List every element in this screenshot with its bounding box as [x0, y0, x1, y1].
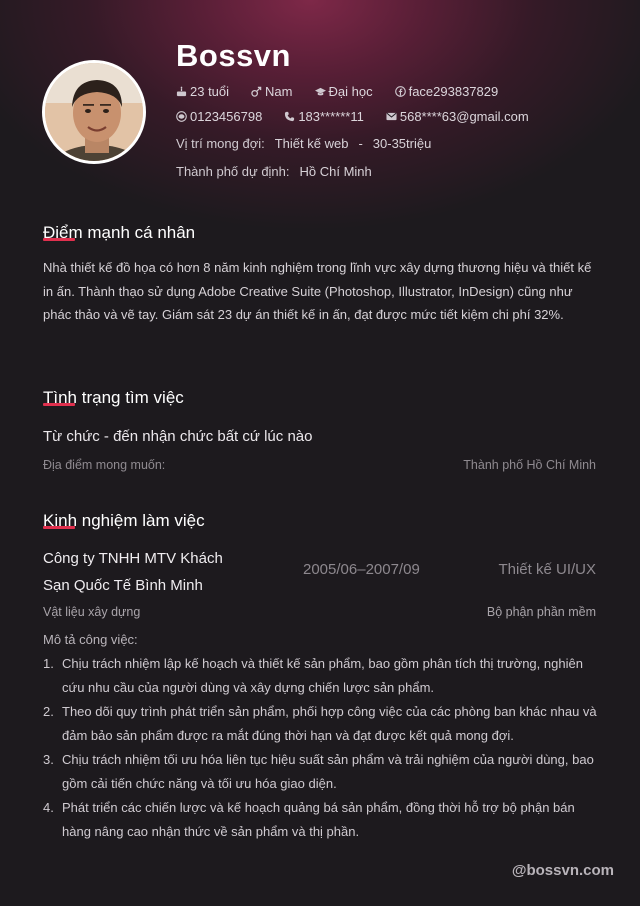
facebook-value: face293837829	[408, 84, 499, 99]
gender-value: Nam	[265, 84, 293, 99]
desired-position-label: Vị trí mong đợi:	[176, 136, 265, 151]
wechat-value: 0123456798	[190, 109, 263, 124]
age-value: 23 tuổi	[190, 84, 230, 99]
employment-period: 2005/06–2007/09	[303, 561, 420, 578]
education-item	[315, 84, 373, 99]
mail-icon	[386, 111, 397, 122]
position-separator: -	[358, 136, 363, 151]
education-value: Đại học	[328, 84, 373, 99]
strengths-title: Điểm mạnh cá nhân	[43, 223, 196, 242]
desired-position-value: Thiết kế web	[274, 136, 349, 151]
facebook-item[interactable]	[395, 84, 499, 99]
email-value: 568****63@gmail.com	[399, 109, 529, 124]
facebook-icon	[395, 86, 406, 97]
candidate-name: Bossvn	[176, 38, 291, 73]
graduation-cap-icon	[315, 86, 326, 97]
job-description-label: Mô tả công việc:	[43, 632, 138, 647]
job-status-value: Từ chức - đến nhận chức bất cứ lúc nào	[43, 428, 313, 445]
target-city-value: Hồ Chí Minh	[299, 164, 372, 179]
target-city-label: Thành phố dự định:	[176, 164, 290, 179]
experience-title: Kinh nghiệm làm việc	[43, 511, 205, 530]
list-item: Chịu trách nhiệm lập kế hoạch và thiết kế sản phẩm, bao gồm phân tích thị trường, nghiên cứu nhu cầu của người dùng và xây dựng chiến lược sản phẩm.	[62, 656, 583, 695]
gender-icon	[251, 86, 262, 97]
job-duties-list	[43, 652, 599, 844]
list-item: Theo dõi quy trình phát triển sản phẩm, phối hợp công việc của các phòng ban khác nhau và đảm bảo sản phẩm được ra mắt đúng thời hạn và đạt được kết quả mong đợi.	[62, 704, 597, 743]
profile-header	[0, 0, 640, 200]
wechat-item[interactable]	[176, 109, 262, 124]
list-item: Phát triển các chiến lược và kế hoạch quảng bá sản phẩm, đồng thời hỗ trợ bộ phận bán hàng nâng cao nhận thức về sản phẩm và thị phần.	[62, 800, 575, 839]
strengths-text: Nhà thiết kế đồ họa có hơn 8 năm kinh nghiệm trong lĩnh vực xây dựng thương hiệu và thiết kế in ấn. Thành thạo sử dụng Adobe Creative Suite (Photoshop, Illustrator, InDesign) cũng như phác thảo và vẽ tay. Giám sát 23 dự án thiết kế in ấn, đạt được mức tiết kiệm chi phí 32%.	[43, 260, 592, 322]
contact-info-row	[176, 109, 551, 124]
desired-location-value: Thành phố Hồ Chí Minh	[463, 458, 596, 472]
basic-info-row	[176, 84, 520, 99]
company-name-line-2: Sạn Quốc Tế Bình Minh	[43, 577, 203, 594]
avatar	[42, 60, 146, 164]
email-item[interactable]	[386, 109, 529, 124]
desired-salary-value: 30-35triệu	[372, 136, 432, 151]
job-status-title: Tình trạng tìm việc	[43, 388, 184, 407]
desired-location-label: Địa điểm mong muốn:	[43, 458, 166, 472]
department-label: Bộ phận phần mềm	[486, 605, 596, 619]
phone-icon	[284, 111, 295, 122]
job-role: Thiết kế UI/UX	[498, 561, 596, 578]
gender-item	[251, 84, 292, 99]
company-name	[43, 545, 283, 599]
list-item: Chịu trách nhiệm tối ưu hóa liên tục hiệu suất sản phẩm và trải nghiệm của người dùng, bao gồm cải tiến chức năng và tối ưu hóa giao diện.	[62, 752, 594, 791]
cake-icon	[176, 86, 187, 97]
site-watermark: @bossvn.com	[511, 862, 614, 879]
company-name-line-1: Công ty TNHH MTV Khách	[43, 550, 223, 567]
industry-label: Vật liệu xây dựng	[43, 605, 141, 619]
target-city-row	[176, 164, 372, 179]
phone-value: 183******11	[298, 109, 364, 124]
phone-item[interactable]	[284, 109, 364, 124]
desired-position-row	[176, 136, 431, 151]
age-item	[176, 84, 229, 99]
wechat-icon	[176, 111, 187, 122]
